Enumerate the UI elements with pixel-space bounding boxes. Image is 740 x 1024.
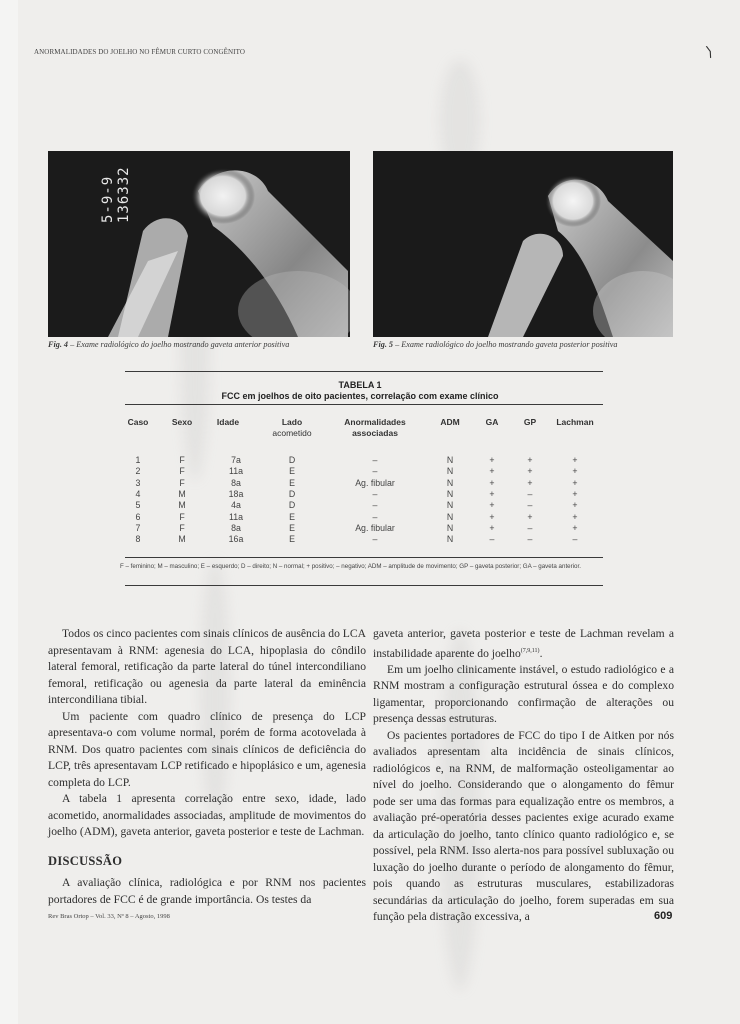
table-cell-ga: + [489,455,495,465]
xray-image [373,151,673,337]
table-cell-anormalidades: – [372,466,378,477]
table-cell-lado: E [289,511,295,522]
page-edge [0,0,19,1024]
table-cell-lado: E [289,522,295,533]
header-line: Sexo [171,417,193,427]
table-cell-sexo: F [179,477,185,488]
table-cell-caso: 6 [135,511,141,522]
table-cell-sexo: F [179,522,185,533]
table-footnote: F – feminino; M – masculino; E – esquerdo; D – direito; N – normal; + positivo; – negativo; ADM – amplitude de movimento; GP – gaveta posterior; GA – gaveta anterior. [120,563,581,570]
table-cell-gp: – [527,488,533,499]
table-cell-adm: N [446,522,454,533]
table-cell-gp: – [527,534,533,545]
table-cell-lachman: + [572,488,578,499]
table-cell-adm: N [446,455,454,465]
table-cell-lado: D [288,488,296,499]
paragraph: Um paciente com quadro clínico de presença do LCP apresentava-o com volume normal, porém de forma acotovelada à RNM. Dos quatro pacientes com sinais clínicos de deficiência do LCP, três apresentavam LCP retificado e hipoplásico e um, agenesia completa do LCP. [48,709,366,789]
xray-image [48,151,350,337]
table-cell-sexo: F [179,466,185,477]
table-cell-adm: N [446,511,454,522]
figure-number: Fig. 5 [373,340,394,349]
table-cell-ga: + [489,466,495,477]
table-cell-sexo: F [179,455,185,465]
table-cell-anormalidades: Ag. fibular [355,522,395,533]
table-cell-idade: 8a [231,522,241,533]
table-cell-adm: N [446,477,454,488]
running-head: ANORMALIDADES DO JOELHO NO FÊMUR CURTO CONGÊNITO [34,48,246,56]
table-cell-caso: 7 [135,522,141,533]
table-cell-gp: + [527,466,533,477]
paragraph-text: gaveta anterior, gaveta posterior e teste de Lachman revelam a instabilidade aparente do joelho [373,627,674,660]
table-cell-adm: N [446,466,454,477]
table-cell-adm: N [446,534,454,545]
table-top-rule [125,371,603,372]
table-cell-gp: – [527,500,533,511]
table-cell-ga: + [489,477,495,488]
table-cell-adm: N [446,500,454,511]
table-cell-caso: 8 [135,534,141,545]
xray-date: 5-9-9 [100,175,116,223]
table-cell-caso: 2 [135,466,141,477]
table-title: TABELA 1 [338,380,382,390]
table-cell-lachman: – [572,534,578,545]
header-line: GA [485,417,499,427]
table-cell-idade: 16a [228,534,244,545]
figure-5-xray [373,151,673,337]
header-line: Anormalidades [344,417,406,427]
column-header-lachman [535,417,615,428]
header-line: GP [523,417,537,427]
table-cell-sexo: M [178,500,186,511]
table-cell-caso: 5 [135,500,141,511]
paragraph [373,626,674,662]
table-cell-idade: 4a [231,500,241,511]
section-heading-discussion: DISCUSSÃO [48,853,123,868]
citation-refs: (7,9,11) [520,647,540,654]
table-cell-idade: 18a [228,488,244,499]
table-cell-caso: 1 [135,455,141,465]
table-cell-sexo: F [179,511,185,522]
table-cell-lachman: + [572,455,578,465]
table-cell-lado: E [289,466,295,477]
xray-id-label [100,166,132,223]
column-header-anormalidades [335,417,415,439]
figure-number: Fig. 4 [48,340,69,349]
table-cell-lachman: + [572,500,578,511]
table-cell-ga: + [489,500,495,511]
table-cell-sexo: M [178,534,186,545]
table-title-rule [125,404,603,405]
table-cell-anormalidades: – [372,534,378,545]
table-cell-idade: 7a [231,455,241,465]
table-cell-lado: E [289,534,295,545]
paragraph: A avaliação clínica, radiológica e por RNM nos pacientes portadores de FCC é de grande importância. Os testes da [48,876,366,906]
paragraph: Todos os cinco pacientes com sinais clínicos de ausência do LCA apresentavam à RNM: agenesia do LCA, hipoplasia do côndilo lateral femoral, retificação da parte lateral do túnel intercondiliano femoral, retificação ou agenesia da parte lateral da eminência intercondiliana tibial. [48,627,366,706]
table-cell-gp: – [527,522,533,533]
xray-number: 136332 [116,166,132,223]
header-line: Idade [216,417,240,427]
column-header-lado [252,417,332,439]
paragraph: Os pacientes portadores de FCC do tipo I de Aitken por nós avaliados apresentam alta incidência de sinais clínicos, radiológicos e, na RNM, de malformação osteoligamentar ao nível do joelho. Considerando que o alongamento do fêmur pode ser uma das formas para equalização entre os membros, a avaliação pré-operatória desses pacientes exige acurado exame da articulação do joelho, tanto clínico quanto radiológico e, se possível, pela RNM. Isso alerta-nos para possível subluxação ou luxação do joelho durante o período de alongamento do fêmur, pois quando as estruturas musculares, estabilizadoras secundárias da articulação do joelho, forem superadas em sua função pela distração excessiva, a [373,728,674,924]
header-line: associadas [352,428,398,438]
caption-text: – Exame radiológico do joelho mostrando gaveta anterior positiva [68,340,290,349]
figure-4-caption [48,340,289,349]
figure-5-caption [373,340,617,349]
table-cell-ga: + [489,522,495,533]
table-cell-adm: N [446,488,454,499]
header-line: Caso [127,417,149,427]
table-cell-ga: + [489,488,495,499]
table-cell-lachman: + [572,511,578,522]
header-line: acometido [272,428,312,438]
paragraph-end: . [539,646,543,660]
table-cell-lachman: + [572,466,578,477]
paragraph: A tabela 1 apresenta correlação entre sexo, idade, lado acometido, anormalidades associadas, amplitude de movimentos do joelho (ADM), gaveta anterior, gaveta posterior e teste de Lachman. [48,792,366,838]
right-column [373,626,674,926]
table-cell-caso: 4 [135,488,141,499]
paragraph: Em um joelho clinicamente instável, o estudo radiológico e a RNM mostram a configuração estrutural óssea e do complexo ligamentar, proporcionando confirmação de alterações ou presença dessas estruturas. [373,662,674,726]
left-column [48,626,366,908]
table-cell-anormalidades: – [372,488,378,499]
table-cell-idade: 8a [231,477,241,488]
table-cell-idade: 11a [228,511,244,522]
table-cell-ga: – [489,534,495,545]
table-cell-ga: + [489,511,495,522]
table-cell-gp: + [527,511,533,522]
table-cell-lachman: + [572,522,578,533]
table-cell-gp: + [527,455,533,465]
corner-mark: ⟩ [704,44,715,61]
table-cell-anormalidades: Ag. fibular [355,477,395,488]
table-cell-lachman: + [572,477,578,488]
table-footnote-rule [125,585,603,586]
header-line: Lado [281,417,303,427]
table-cell-anormalidades: – [372,500,378,511]
table-bottom-rule [125,557,603,558]
table-cell-anormalidades: – [372,455,378,465]
header-line: Lachman [556,417,594,427]
caption-text: – Exame radiológico do joelho mostrando gaveta posterior positiva [393,340,618,349]
table-cell-gp: + [527,477,533,488]
table-cell-idade: 11a [228,466,244,477]
figure-4-xray [48,151,350,337]
table-cell-lado: D [288,455,296,465]
header-line: ADM [440,417,460,427]
page-number: 609 [654,910,673,922]
table-cell-lado: D [288,500,296,511]
table-subtitle: FCC em joelhos de oito pacientes, correlação com exame clínico [221,391,499,401]
table-cell-caso: 3 [135,477,141,488]
table-cell-sexo: M [178,488,186,499]
table-cell-anormalidades: – [372,511,378,522]
journal-citation: Rev Bras Ortop – Vol. 33, Nº 8 – Agosto, 1998 [48,913,170,920]
table-cell-lado: E [289,477,295,488]
